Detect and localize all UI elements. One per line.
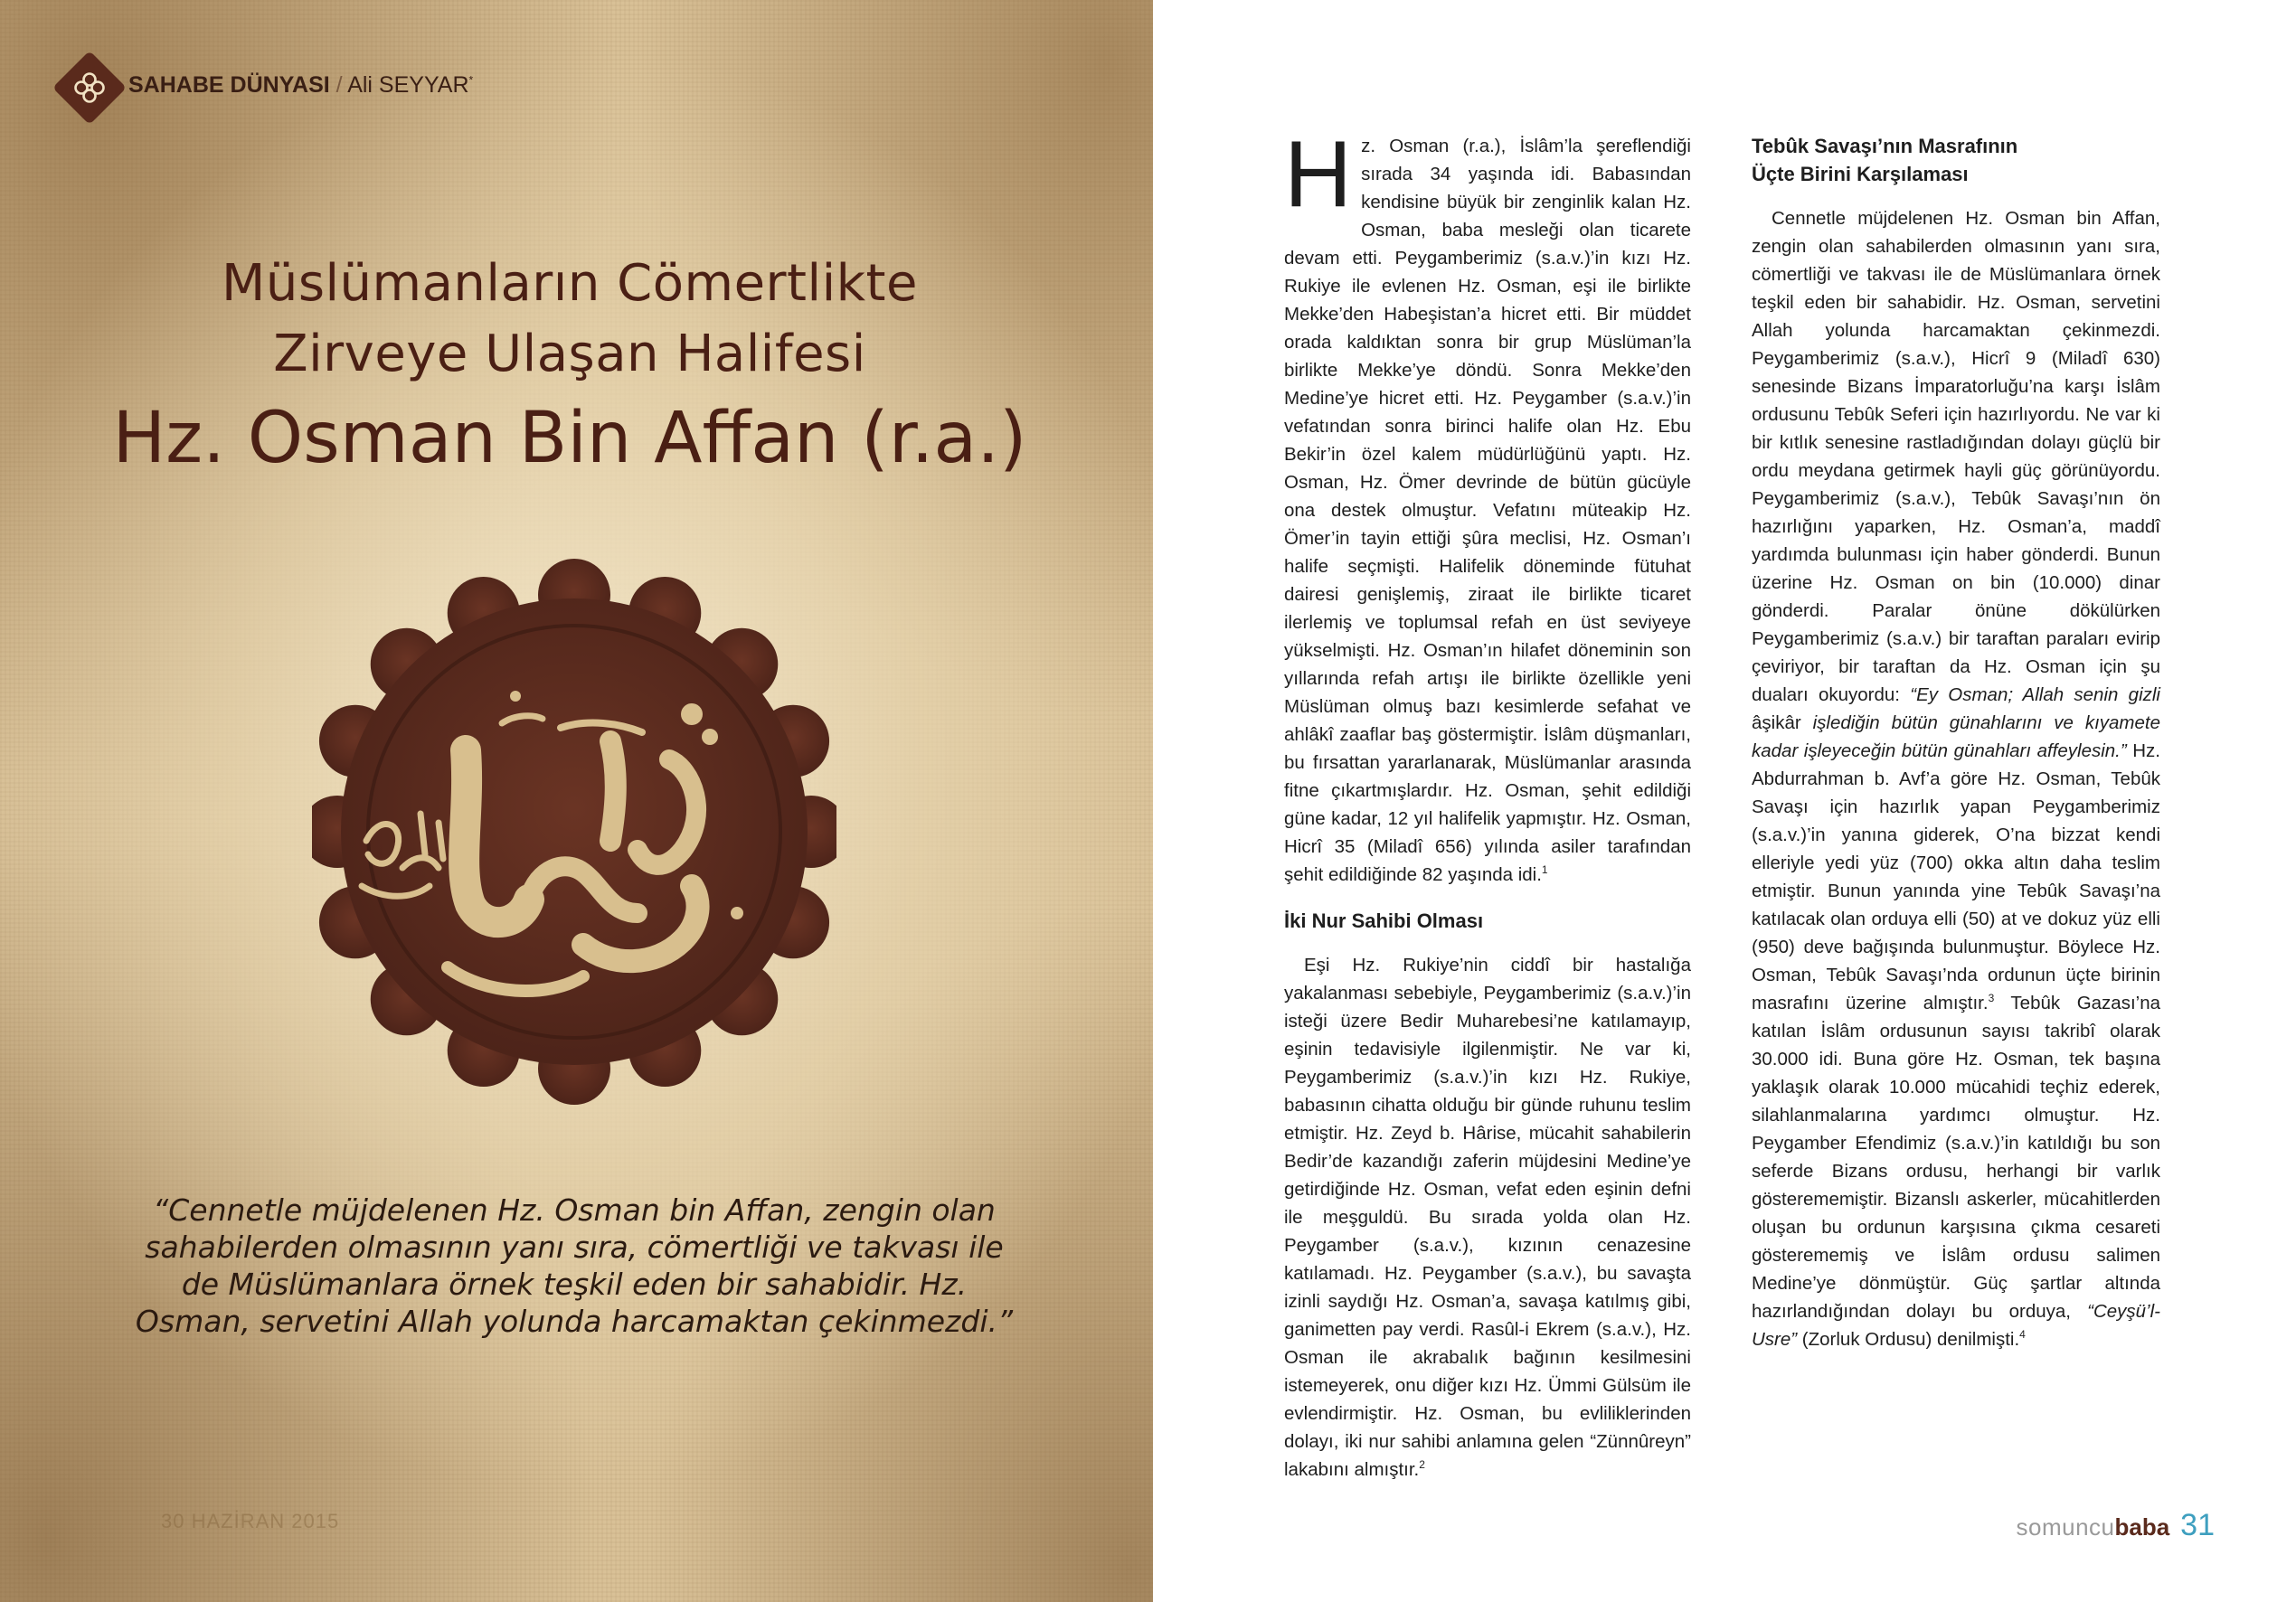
brand-part-1: somuncu [2016, 1513, 2115, 1541]
subheading-iki-nur: İki Nur Sahibi Olması [1284, 909, 1484, 932]
prayer-open: “Ey Osman; Allah senin gizli [1910, 684, 2160, 705]
tebuk-text-3: Tebûk Gazası’na katılan İslâm ordusunun sayısı takribî olarak 30.000 idi. Buna göre Hz. Osman, tek başına yaklaşık olarak 10.000 mücahidi teçhiz ederek, silahlanmalarına yardımcı olmuştur. Hz. Peygamber Efendimiz (s.a.v.)’in katıldığı bu son seferde Bizans ordusu, herhangi bir varlık gösterememiştir. Bizanslı askerler, mücahitlerden oluşan bu ordunun karşısına çıkma cesareti gösterememiş ve İslâm ordusu salimen Medine’ye dönmüştür. Güç şartlar altında hazırlandığından dolayı bu orduya, [1752, 993, 2160, 1322]
footnote-ref-1: 1 [1541, 863, 1548, 877]
intro-paragraph [1284, 122, 1691, 889]
text-column-1 [1284, 122, 1691, 1484]
left-footer-date: 30 HAZİRAN 2015 [161, 1510, 340, 1532]
tebuk-text-2: Hz. Abdurrahman b. Avf’a göre Hz. Osman, Tebûk Savaşı için hazırlık yapan Peygamberimiz (s.a.v.)’in yanına giderek, O’na bizzat kendi elleriyle yedi yüz (700) okka altın daha teslim etmiştir. Bunun yanında yine Tebûk Savaşı’na katılacak olan orduya elli (50) at ve dokuz yüz elli (950) deve bağışında bulunmuştur. Böylece Hz. Osman, Tebûk Savaşı’nda ordunun üçte birinin masrafını üzerine almıştır. [1752, 740, 2160, 1013]
prayer-close: işlediğin bütün günahlarını ve kıyamete kadar işleyeceğin bütün günahları affeylesin.” [1752, 712, 2160, 761]
footnote-ref-4: 4 [2019, 1328, 2026, 1342]
title-line-3: Hz. Osman Bin Affan (r.a.) [112, 398, 1027, 479]
section-name: SAHABE DÜNYASI [128, 72, 330, 98]
title-line-1: Müslümanların Cömertlikte [222, 254, 918, 313]
tebuk-text-1: Cennetle müjdelenen Hz. Osman bin Affan, zengin olan sahabilerden olmasının yanı sıra, cömertliği ve takvası ile de Müslümanlara örnek teşkil eden bir sahabidir. Hz. Osman, servetini Allah yolunda harcamaktan çekinmezdi. Peygamberimiz (s.a.v.), Hicrî 9 (Miladî 630) senesinde Bizans İmparatorluğu’na karşı İslâm ordusunu Tebûk Seferi için hazırlıyordu. Ne var ki bir kıtlık senesine rastladığından dolayı güçlü bir ordu meydana getirmek hayli güç görünüyordu. Peygamberimiz (s.a.v.), Tebûk Savaşı’nın ön hazırlığını yaparken, Hz. Osman’a, maddî yardımda bulunması için haber gönderdi. Bunun üzerine Hz. Osman on bin (10.000) dinar gönderdi. Paralar önüne dökülürken Peygamberimiz (s.a.v.) bir taraftan paraları evirip çeviriyor, bir taraftan da Hz. Osman için şu duaları okuyordu: [1752, 208, 2160, 705]
pull-quote: “Cennetle müjdelenen Hz. Osman bin Affan, zengin olan sahabilerden olmasının yanı sıra, cömertliği ve takvası ile de Müslümanlara örnek teşkil eden bir sahabidir. Hz. Osman, servetini Allah yolunda harcamaktan çekinmezdi.” [135, 1192, 1014, 1339]
title-line-2: Zirveye Ulaşan Halifesi [273, 325, 866, 383]
brand-part-2: baba [2114, 1513, 2170, 1541]
right-page [1153, 0, 2296, 1602]
tebuk-text-4: (Zorluk Ordusu) denilmişti. [1797, 1329, 2020, 1350]
article-title [99, 249, 1040, 484]
footnote-ref-3: 3 [1988, 992, 1995, 1005]
body-paragraph-iki-nur [1284, 951, 1691, 1484]
body-paragraph-tebuk [1752, 204, 2160, 1353]
rosette-icon [69, 67, 110, 108]
section-header [128, 72, 473, 99]
calligraphy-seal [312, 542, 836, 1121]
author-name: Ali SEYYAR [347, 72, 469, 98]
drop-cap: H [1284, 122, 1353, 227]
intro-text: z. Osman (r.a.), İslâm’la şereflendiği sırada 34 yaşında idi. Babasından kendisine büyük bir zenginlik kalan Hz. Osman, baba mesleği olan ticarete devam etti. Peygamberimiz (s.a.v.)’in kızı Hz. Rukiye ile evlenen Hz. Osman, eşi ile birlikte Mekke’den Habeşistan’a hicret etti. Bir müddet orada kaldıktan sonra bir grup Müslüman’la birlikte Mekke’ye döndü. Sonra Mekke’den Medine’ye hicret etti. Hz. Peygamber (s.a.v.)’in vefatından sonra birinci halife olan Hz. Ebu Bekir’in özel kalem müdürlüğünü yaptı. Hz. Osman, Hz. Ömer devrinde de bütün gücüyle ona destek olmuştur. Vefatını müteakip Hz. Ömer’in tayin ettiği şûra meclisi, Hz. Osman’ı halife seçmişti. Halifelik döneminde fütuhat dairesi genişlemiş, ziraat ile birlikte ticaret ilerlemiş ve toplumsal refah en üst seviyeye yükselmişti. Hz. Osman’ın hilafet döneminin son yıllarında refah artışı ile birlikte özellikle yeni Müslüman olmuş bazı kesimlerde sefahat ve ahlâkî zaaflar baş göstermiştir. İslâm düşmanları, bu fırsattan yararlanarak, Müslümanlar arasında fitne çıkartmışlardır. Hz. Osman, şehit edildiği güne kadar, 12 yıl halifelik yapmıştır. Hz. Osman, Hicrî 35 (Miladî 656) yılında asiler tarafından şehit edildiğinde 82 yaşında idi. [1284, 136, 1691, 885]
prayer-mid: âşikâr [1752, 712, 1813, 733]
footnote-ref-2: 2 [1419, 1458, 1425, 1472]
text-column-2 [1752, 132, 2160, 1353]
page-number: 31 [2180, 1508, 2215, 1542]
header-separator: / [329, 72, 348, 98]
army-name: “Ceyşü’l-Usre” [1752, 1301, 2160, 1350]
author-mark: * [468, 73, 474, 87]
subheading-tebuk: Tebûk Savaşı’nın Masrafının Üçte Birini Karşılaması [1752, 135, 2018, 185]
body-text: Eşi Hz. Rukiye’nin ciddî bir hastalığa yakalanması sebebiyle, Peygamberimiz (s.a.v.)’in isteği üzere Bedir Muharebesi’ne katılamayıp, eşinin tedavisiyle ilgilenmiştir. Ne var ki, Peygamberimiz (s.a.v.)’in kızı Hz. Rukiye, babasının cihatta olduğu bir günde ruhunu teslim etmiştir. Hz. Zeyd b. Hârise, mücahit sahabilerin Bedir’de kazandığı zaferin müjdesini Medine’ye getirdiğinde Hz. Osman, vefat eden eşinin defni ile meşguldü. Bu sırada yolda olan Hz. Peygamber (s.a.v.), kızının cenazesine katılamadı. Hz. Peygamber (s.a.v.), bu savaşta izinli saydığı Hz. Osman’a, savaşa katılmış gibi, ganimetten pay verdi. Rasûl-i Ekrem (s.a.v.), Hz. Osman ile akrabalık bağının kesilmesini istemeyerek, onu diğer kızı Hz. Ümmi Gülsüm ile evlendirmiştir. Hz. Osman, bu evliliklerinden dolayı, iki nur sahibi anlamına gelen “Zünnûreyn” lakabını almıştır. [1284, 955, 1691, 1480]
page-footer [2016, 1508, 2215, 1543]
